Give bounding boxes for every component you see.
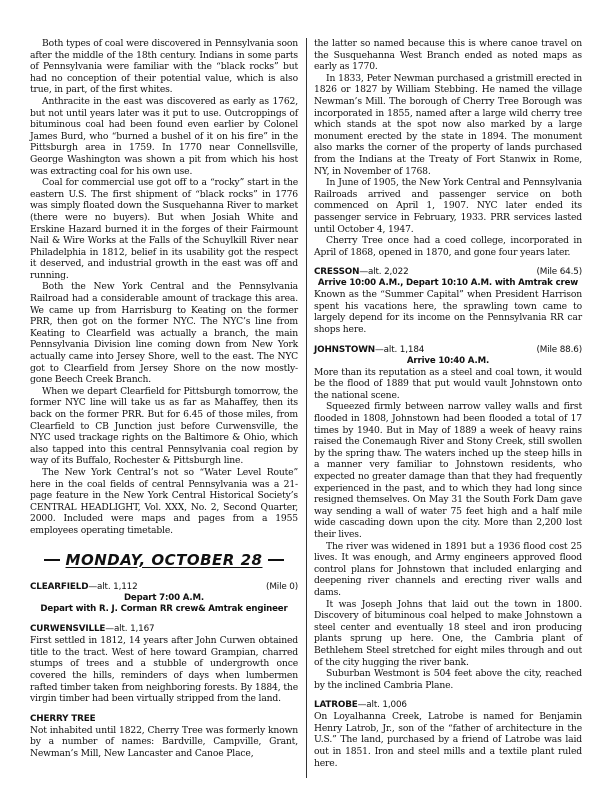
cherry-tree-continued: the latter so named because this is where canoe travel on the Susquehanna West Branch ended as noted maps as early as 1770. xyxy=(314,38,582,73)
station-mile: (Mile 88.6) xyxy=(536,344,582,355)
station-heading-cherry-tree: CHERRY TREE xyxy=(30,713,96,724)
station-mile: (Mile 64.5) xyxy=(536,267,582,278)
latrobe-text: On Loyalhanna Creek, Latrobe is named for Benjamin Henry Latrob, Jr., son of the “father of architecture in the U.S.” The land, purchased by a friend of Latrobe was laid out in 1851. Iron and steel mills and a textile plant ruled here. xyxy=(314,711,582,769)
johnstown-paragraph: The river was widened in 1891 but a 1936 flood cost 25 lives. It was enough, and Army engineers approved flood control plans for Johnstown that included enlarging and deepening river channels and erecting river walls and dams. xyxy=(314,540,582,598)
station-altitude: —alt. 2,022 xyxy=(359,267,409,278)
johnstown-paragraph: It was Joseph Johns that laid out the town in 1800. Discovery of bituminous coal helped to make Johnstown a steel center and eventually 18 steel and iron producing plants sprung up here. One, the Cambria plant of Bethlehem Steel stretched for eight miles through and out of the city hugging the river bank. xyxy=(314,598,582,668)
cherry-tree-paragraph: Cherry Tree once had a coed college, incorporated in April of 1868, opened in 1870, and gone four years later. xyxy=(314,235,582,258)
station-heading-cresson xyxy=(314,267,582,278)
document-page xyxy=(30,38,582,778)
banner-dash-right xyxy=(268,559,284,561)
intro-paragraph: Both types of coal were discovered in Pennsylvania soon after the middle of the 18th century. Indians in some parts of Pennsylvania were familiar with the “black rocks” but had no conception of their potential value, which is also true, in part, of the first whites. xyxy=(30,38,298,96)
station-name: LATROBE xyxy=(314,700,358,711)
station-name: CRESSON xyxy=(314,267,360,278)
cresson-text: Known as the “Summer Capital” when President Harrison spent his vacations here, the sprawling town came to largely depend for its income on the Pennsylvania RR car shops here. xyxy=(314,289,582,336)
arrive-time: Arrive 10:40 A.M. xyxy=(406,355,490,366)
left-column xyxy=(30,38,298,759)
station-heading-latrobe xyxy=(314,700,582,711)
day-banner xyxy=(30,550,298,569)
column-divider xyxy=(306,38,307,778)
depart-time: Depart 7:00 A.M. xyxy=(123,593,205,604)
station-heading-curwensville xyxy=(30,624,298,635)
right-column xyxy=(314,38,582,769)
johnstown-paragraph: More than its reputation as a steel and coal town, it would be the flood of 1889 that put would vault Johnstown onto the national scene. xyxy=(314,366,582,401)
crew-note: Depart with R. J. Corman RR crew& Amtrak engineer xyxy=(40,604,288,615)
station-name: JOHNSTOWN xyxy=(314,344,376,355)
station-altitude: —alt. 1,006 xyxy=(357,700,407,711)
johnstown-paragraph: Squeezed firmly between narrow valley walls and first flooded in 1808, Johnstown had been flooded a total of 17 times by 1940. But in May of 1889 a week of heavy rains raised the Conemaugh River and Stony Creek, still swollen by the spring thaw. The waters inched up the steep hills in a manner very familiar to Johnstown residents, who expected no greater damage than that they had frequently experienced in the past, and to which they had long since resigned themselves. On May 31 the South Fork Dam gave way sending a wall of water 75 feet high and a half mile wide cascading down upon the city. More than 2,200 lost their lives. xyxy=(314,401,582,540)
intro-paragraph: When we depart Clearfield for Pittsburgh tomorrow, the former NYC line will take us as far as Mahaffey, then its back on the former PRR. But for 6.45 of those miles, from Clearfield to CB Junction just before Curwensville, the NYC used trackage rights on the Baltimore & Ohio, which also tapped into this central Pennsylvania coal region by way of its Buffalo, Rochester & Pittsburgh line. xyxy=(30,385,298,467)
intro-paragraph: The New York Central’s not so “Water Level Route” here in the coal fields of central Pennsylvania was a 21-page feature in the New York Central Historical Society’s CENTRAL HEADLIGHT, Vol. XXX, No. 2, Second Quarter, 2000. Included were maps and pages from a 1955 employees operating timetable. xyxy=(30,466,298,536)
intro-paragraph: Coal for commercial use got off to a “rocky” start in the eastern U.S. The first shipment of “black rocks” in 1776 was simply floated down the Susquehanna River to market (there were no buyers). But when Josiah White and Erskine Hazard burned it in the forges of their Fairmount Nail & Wire Works at the Falls of the Schuylkill River near Philadelphia in 1812, belief in its usability got the respect it deserved, and industrial growth in the east was off and running. xyxy=(30,177,298,281)
cherry-tree-paragraph: In 1833, Peter Newman purchased a gristmill erected in 1826 or 1827 by William Stebbing. He named the village Newman’s Mill. The borough of Cherry Tree Borough was incorporated in 1855, named after a large wild cherry tree which stands at the spot now also marked by a large monument erected by the state in 1894. The monument also marks the corner of the property of lands purchased from the Indians at the Treaty of Fort Stanwix in Rome, NY, in November of 1768. xyxy=(314,72,582,177)
station-heading-clearfield xyxy=(30,582,298,593)
station-name: CLEARFIELD xyxy=(30,582,89,593)
curwensville-text: First settled in 1812, 14 years after John Curwen obtained title to the tract. West of here toward Grampian, charred stumps of trees and a stubble of undergrowth once covered the hills, reminders of days when lumbermen rafted timber taken from neighboring forests. By 1884, the virgin timber had been virtually stripped from the land. xyxy=(30,635,298,705)
station-mile: (Mile 0) xyxy=(266,582,298,593)
station-heading-johnstown xyxy=(314,345,582,356)
cherry-tree-paragraph: In June of 1905, the New York Central and Pennsylvania Railroads arrived and passenger service on both commenced on April 1, 1907. NYC later ended its passenger service in February, 1933. PRR services lasted until October 4, 1947. xyxy=(314,177,582,235)
station-altitude: —alt. 1,184 xyxy=(375,344,425,355)
arrive-time: Arrive 10:00 A.M., Depart 10:10 A.M. with Amtrak crew xyxy=(317,278,579,289)
banner-date: MONDAY, OCTOBER 28 xyxy=(65,550,263,569)
cherry-tree-text: Not inhabited until 1822, Cherry Tree was formerly known by a number of names: Bardville, Campville, Grant, Newman’s Mill, New Lancaster and Canoe Place, xyxy=(30,724,298,759)
johnstown-paragraph: Suburban Westmont is 504 feet above the city, reached by the inclined Cambria Plane. xyxy=(314,668,582,691)
station-altitude: —alt. 1,167 xyxy=(105,624,155,635)
station-altitude: —alt. 1,112 xyxy=(88,582,138,593)
banner-dash-left xyxy=(44,559,60,561)
station-name: CURWENSVILLE xyxy=(30,624,106,635)
intro-paragraph: Both the New York Central and the Pennsylvania Railroad had a considerable amount of trackage this area. We came up from Harrisburg to Keating on the former PRR, then got on the former NYC. The NYC’s line from Keating to Clearfield was actually a branch, the main Pennsylvania Division line coming down from New York actually came into Jersey Shore, well to the east. The NYC got to Clearfield from Jersey Shore on the now mostly-gone Beech Creek Branch. xyxy=(30,281,298,386)
intro-paragraph: Anthracite in the east was discovered as early as 1762, but not until years later was it put to use. Outcroppings of bituminous coal had been found even earlier by Colonel James Burd, who “burned a bushel of it on his fire” in the Pittsburgh area in 1759. In 1770 near Connellsville, George Washington was shown a pit from which his host was extracting coal for his own use. xyxy=(30,95,298,177)
